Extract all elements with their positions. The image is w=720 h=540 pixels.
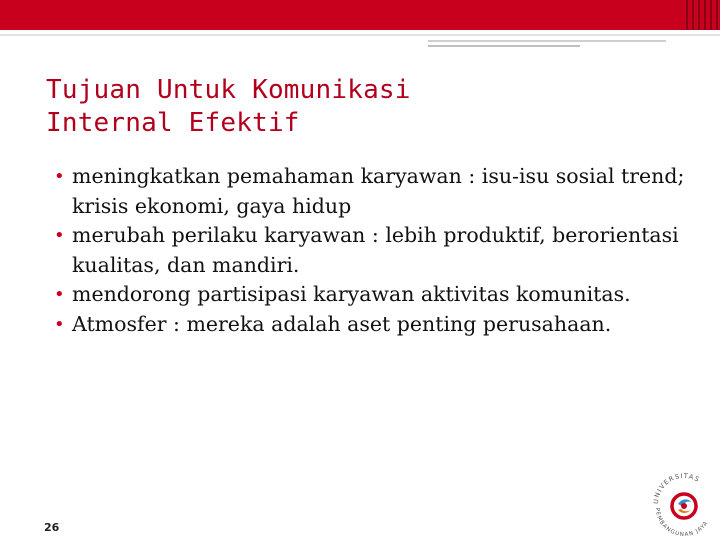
bullet-list — [52, 162, 692, 340]
header-accent-line — [428, 40, 666, 42]
bullet-text: Atmosfer : mereka adalah aset penting perusahaan. — [72, 311, 612, 336]
logo-bottom-text: PEMBANGUNAN JAYA — [653, 507, 710, 539]
page-number: 26 — [44, 521, 60, 534]
slide-title-line-1: Tujuan Untuk Komunikasi — [46, 75, 411, 105]
university-logo-icon — [648, 466, 720, 540]
top-banner — [0, 0, 720, 30]
bullet-item — [52, 221, 692, 280]
bullet-text: meningkatkan pemahaman karyawan : isu-isu sosial trend; krisis ekonomi, gaya hidup — [72, 164, 685, 218]
header-accent-line-short — [428, 45, 580, 47]
header-divider — [0, 34, 720, 36]
slide-title — [46, 74, 411, 140]
bullet-dot-icon: • — [54, 313, 65, 335]
bullet-item — [52, 310, 692, 340]
bullet-item — [52, 162, 692, 221]
logo-top-text: UNIVERSITAS — [651, 471, 702, 505]
bullet-item — [52, 280, 692, 310]
bullet-dot-icon: • — [54, 166, 65, 187]
bullet-dot-icon: • — [54, 225, 65, 247]
bullet-dot-icon: • — [54, 284, 65, 306]
bullet-text: merubah perilaku karyawan : lebih produktif, berorientasi kualitas, dan mandiri. — [72, 223, 679, 277]
bullet-text: mendorong partisipasi karyawan aktivitas komunitas. — [72, 282, 631, 307]
banner-stripes — [686, 0, 720, 30]
slide-title-line-2: Internal Efektif — [46, 108, 300, 138]
